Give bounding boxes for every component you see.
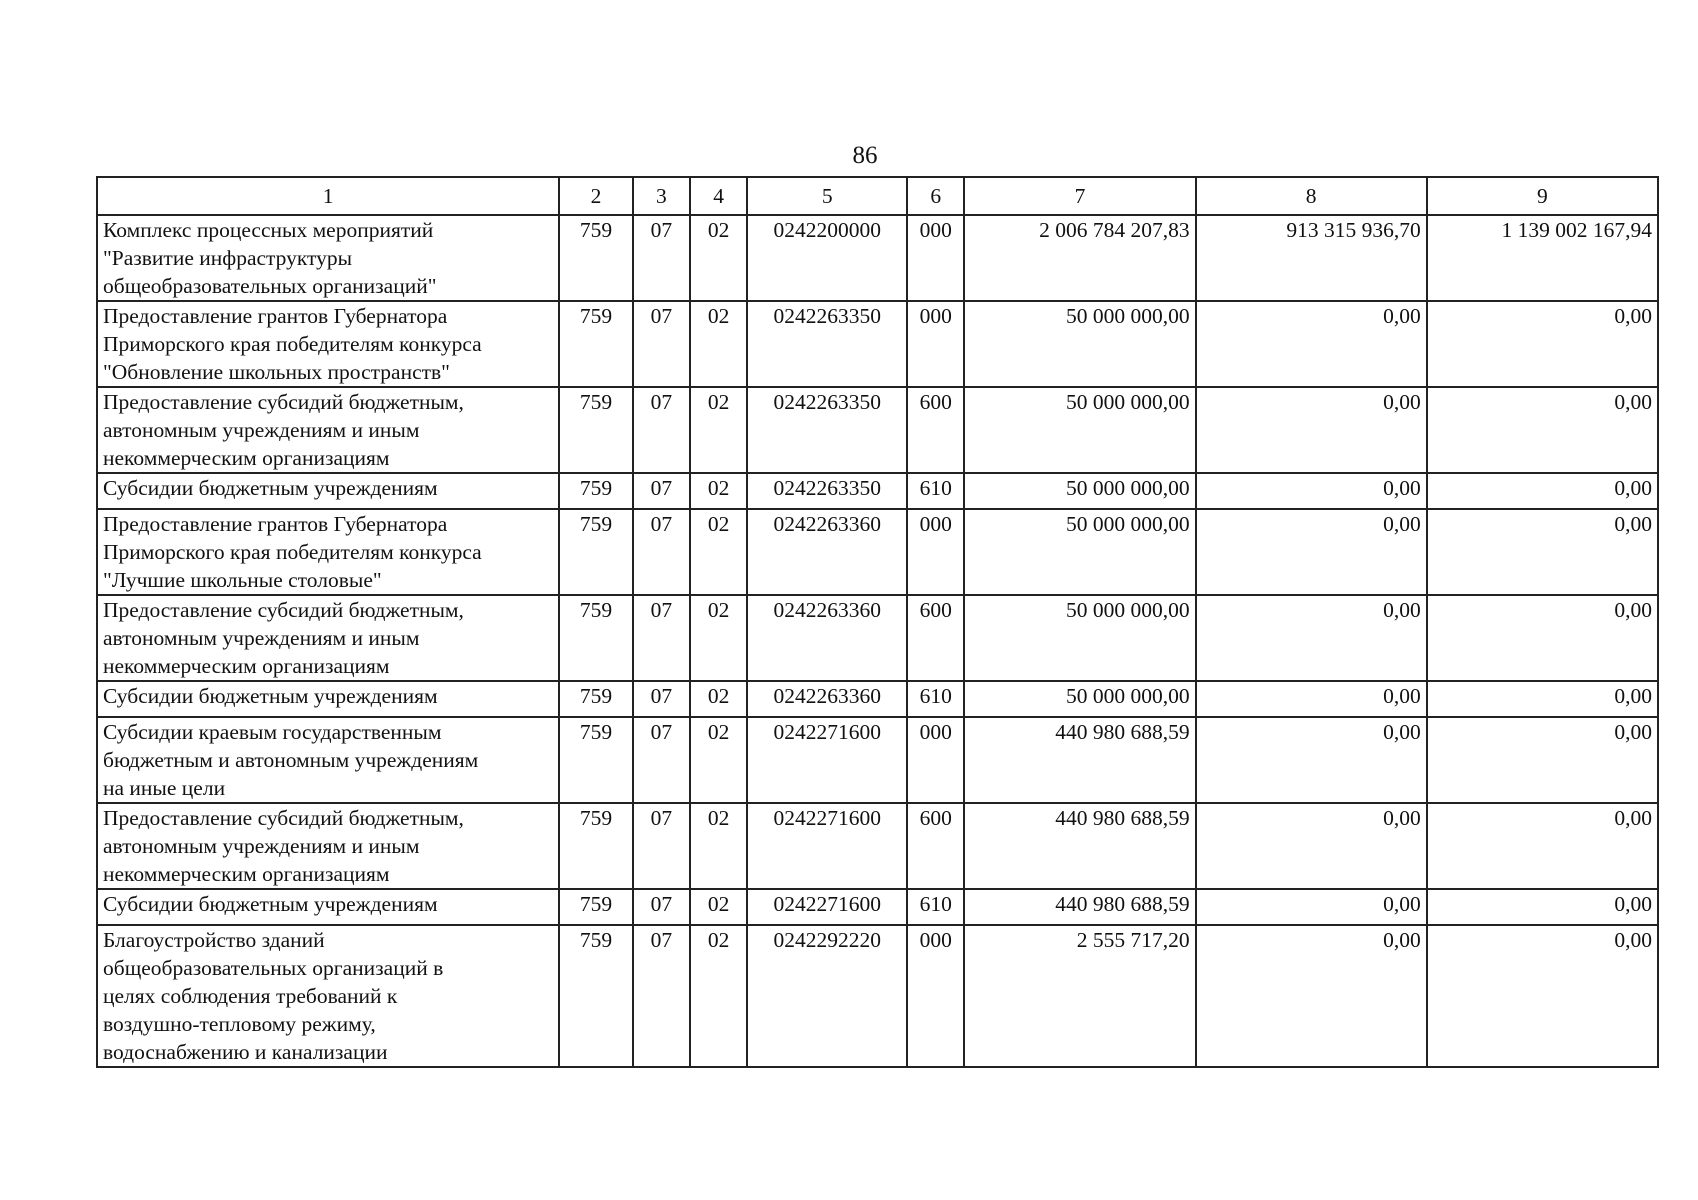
cell-col-6: 000 xyxy=(907,925,964,1067)
cell-col-6: 600 xyxy=(907,595,964,681)
description-line: автономным учреждениям и иным xyxy=(103,418,420,442)
table-body xyxy=(97,177,1658,1067)
amount-col-7: 440 980 688,59 xyxy=(964,889,1195,925)
description-line: "Лучшие школьные столовые" xyxy=(103,568,382,592)
cell-col-2: 759 xyxy=(559,387,632,473)
header-cell-5: 5 xyxy=(747,177,907,215)
header-cell-8: 8 xyxy=(1196,177,1427,215)
description-line: Предоставление субсидий бюджетным, xyxy=(103,390,464,414)
amount-col-9: 0,00 xyxy=(1427,717,1658,803)
description-line: Приморского края победителям конкурса xyxy=(103,540,482,564)
description-line: автономным учреждениям и иным xyxy=(103,626,420,650)
header-cell-3: 3 xyxy=(633,177,690,215)
cell-col-3: 07 xyxy=(633,681,690,717)
cell-col-2: 759 xyxy=(559,925,632,1067)
row-description xyxy=(97,889,559,925)
cell-col-3: 07 xyxy=(633,509,690,595)
amount-col-8: 0,00 xyxy=(1196,509,1427,595)
amount-col-7: 50 000 000,00 xyxy=(964,387,1195,473)
cell-col-3: 07 xyxy=(633,301,690,387)
cell-col-4: 02 xyxy=(690,717,747,803)
cell-col-5: 0242271600 xyxy=(747,889,907,925)
row-description xyxy=(97,681,559,717)
cell-col-5: 0242263350 xyxy=(747,473,907,509)
row-description xyxy=(97,301,559,387)
description-line: Предоставление грантов Губернатора xyxy=(103,512,448,536)
cell-col-4: 02 xyxy=(690,215,747,301)
amount-col-7: 50 000 000,00 xyxy=(964,595,1195,681)
description-line: автономным учреждениям и иным xyxy=(103,834,420,858)
amount-col-7: 440 980 688,59 xyxy=(964,803,1195,889)
table-row xyxy=(97,595,1658,681)
description-line: некоммерческим организациям xyxy=(103,654,390,678)
cell-col-2: 759 xyxy=(559,803,632,889)
description-line: Приморского края победителям конкурса xyxy=(103,332,482,356)
description-line: Субсидии бюджетным учреждениям xyxy=(103,684,438,708)
description-line: Субсидии бюджетным учреждениям xyxy=(103,892,438,916)
cell-col-4: 02 xyxy=(690,301,747,387)
description-line: Предоставление грантов Губернатора xyxy=(103,304,448,328)
table-row xyxy=(97,717,1658,803)
table-row xyxy=(97,473,1658,509)
description-line: на иные цели xyxy=(103,776,226,800)
cell-col-6: 610 xyxy=(907,681,964,717)
description-line: "Обновление школьных пространств" xyxy=(103,360,450,384)
amount-col-9: 0,00 xyxy=(1427,595,1658,681)
header-cell-2: 2 xyxy=(559,177,632,215)
header-cell-9: 9 xyxy=(1427,177,1658,215)
description-line: Комплекс процессных мероприятий xyxy=(103,218,434,242)
description-line: бюджетным и автономным учреждениям xyxy=(103,748,479,772)
cell-col-4: 02 xyxy=(690,925,747,1067)
cell-col-5: 0242263360 xyxy=(747,595,907,681)
cell-col-5: 0242292220 xyxy=(747,925,907,1067)
amount-col-9: 0,00 xyxy=(1427,473,1658,509)
amount-col-9: 1 139 002 167,94 xyxy=(1427,215,1658,301)
amount-col-8: 0,00 xyxy=(1196,925,1427,1067)
table-row xyxy=(97,681,1658,717)
amount-col-7: 2 555 717,20 xyxy=(964,925,1195,1067)
cell-col-2: 759 xyxy=(559,473,632,509)
amount-col-9: 0,00 xyxy=(1427,803,1658,889)
cell-col-2: 759 xyxy=(559,717,632,803)
description-line: водоснабжению и канализации xyxy=(103,1040,388,1064)
description-line: общеобразовательных организаций в xyxy=(103,956,444,980)
cell-col-6: 000 xyxy=(907,509,964,595)
amount-col-7: 2 006 784 207,83 xyxy=(964,215,1195,301)
amount-col-7: 50 000 000,00 xyxy=(964,681,1195,717)
row-description xyxy=(97,215,559,301)
amount-col-8: 0,00 xyxy=(1196,803,1427,889)
cell-col-3: 07 xyxy=(633,925,690,1067)
cell-col-3: 07 xyxy=(633,387,690,473)
description-line: Предоставление субсидий бюджетным, xyxy=(103,806,464,830)
amount-col-8: 0,00 xyxy=(1196,889,1427,925)
row-description xyxy=(97,595,559,681)
table-row xyxy=(97,215,1658,301)
cell-col-3: 07 xyxy=(633,473,690,509)
description-line: воздушно-тепловому режиму, xyxy=(103,1012,376,1036)
cell-col-6: 000 xyxy=(907,301,964,387)
header-cell-6: 6 xyxy=(907,177,964,215)
page-number: 86 xyxy=(852,142,878,169)
cell-col-6: 600 xyxy=(907,803,964,889)
cell-col-4: 02 xyxy=(690,889,747,925)
budget-table xyxy=(96,176,1659,1068)
description-line: Субсидии бюджетным учреждениям xyxy=(103,476,438,500)
cell-col-4: 02 xyxy=(690,681,747,717)
amount-col-8: 0,00 xyxy=(1196,473,1427,509)
cell-col-2: 759 xyxy=(559,509,632,595)
row-description xyxy=(97,925,559,1067)
description-line: Субсидии краевым государственным xyxy=(103,720,442,744)
cell-col-4: 02 xyxy=(690,509,747,595)
amount-col-9: 0,00 xyxy=(1427,301,1658,387)
cell-col-4: 02 xyxy=(690,803,747,889)
cell-col-2: 759 xyxy=(559,889,632,925)
amount-col-9: 0,00 xyxy=(1427,681,1658,717)
cell-col-5: 0242263350 xyxy=(747,301,907,387)
table-row xyxy=(97,889,1658,925)
table-row xyxy=(97,925,1658,1067)
cell-col-5: 0242200000 xyxy=(747,215,907,301)
table-row xyxy=(97,509,1658,595)
amount-col-8: 0,00 xyxy=(1196,301,1427,387)
description-line: общеобразовательных организаций" xyxy=(103,274,437,298)
cell-col-3: 07 xyxy=(633,803,690,889)
table-row xyxy=(97,803,1658,889)
cell-col-5: 0242263360 xyxy=(747,681,907,717)
cell-col-3: 07 xyxy=(633,889,690,925)
header-cell-1: 1 xyxy=(97,177,559,215)
cell-col-6: 600 xyxy=(907,387,964,473)
amount-col-8: 0,00 xyxy=(1196,595,1427,681)
amount-col-9: 0,00 xyxy=(1427,925,1658,1067)
cell-col-6: 610 xyxy=(907,889,964,925)
row-description xyxy=(97,803,559,889)
description-line: "Развитие инфраструктуры xyxy=(103,246,353,270)
cell-col-3: 07 xyxy=(633,595,690,681)
description-line: целях соблюдения требований к xyxy=(103,984,398,1008)
description-line: некоммерческим организациям xyxy=(103,446,390,470)
amount-col-9: 0,00 xyxy=(1427,509,1658,595)
table-header-row xyxy=(97,177,1658,215)
amount-col-8: 0,00 xyxy=(1196,387,1427,473)
row-description xyxy=(97,473,559,509)
amount-col-9: 0,00 xyxy=(1427,387,1658,473)
cell-col-2: 759 xyxy=(559,595,632,681)
description-line: Благоустройство зданий xyxy=(103,928,325,952)
row-description xyxy=(97,509,559,595)
amount-col-7: 50 000 000,00 xyxy=(964,473,1195,509)
table-row xyxy=(97,387,1658,473)
cell-col-4: 02 xyxy=(690,387,747,473)
table-row xyxy=(97,301,1658,387)
amount-col-8: 0,00 xyxy=(1196,717,1427,803)
amount-col-9: 0,00 xyxy=(1427,889,1658,925)
cell-col-6: 610 xyxy=(907,473,964,509)
amount-col-7: 50 000 000,00 xyxy=(964,509,1195,595)
cell-col-3: 07 xyxy=(633,717,690,803)
cell-col-6: 000 xyxy=(907,215,964,301)
description-line: Предоставление субсидий бюджетным, xyxy=(103,598,464,622)
cell-col-2: 759 xyxy=(559,215,632,301)
amount-col-7: 50 000 000,00 xyxy=(964,301,1195,387)
cell-col-6: 000 xyxy=(907,717,964,803)
header-cell-4: 4 xyxy=(690,177,747,215)
description-line: некоммерческим организациям xyxy=(103,862,390,886)
cell-col-5: 0242271600 xyxy=(747,717,907,803)
cell-col-2: 759 xyxy=(559,681,632,717)
amount-col-7: 440 980 688,59 xyxy=(964,717,1195,803)
cell-col-2: 759 xyxy=(559,301,632,387)
cell-col-5: 0242271600 xyxy=(747,803,907,889)
cell-col-3: 07 xyxy=(633,215,690,301)
cell-col-4: 02 xyxy=(690,473,747,509)
amount-col-8: 0,00 xyxy=(1196,681,1427,717)
cell-col-5: 0242263350 xyxy=(747,387,907,473)
row-description xyxy=(97,387,559,473)
amount-col-8: 913 315 936,70 xyxy=(1196,215,1427,301)
cell-col-4: 02 xyxy=(690,595,747,681)
header-cell-7: 7 xyxy=(964,177,1195,215)
cell-col-5: 0242263360 xyxy=(747,509,907,595)
row-description xyxy=(97,717,559,803)
